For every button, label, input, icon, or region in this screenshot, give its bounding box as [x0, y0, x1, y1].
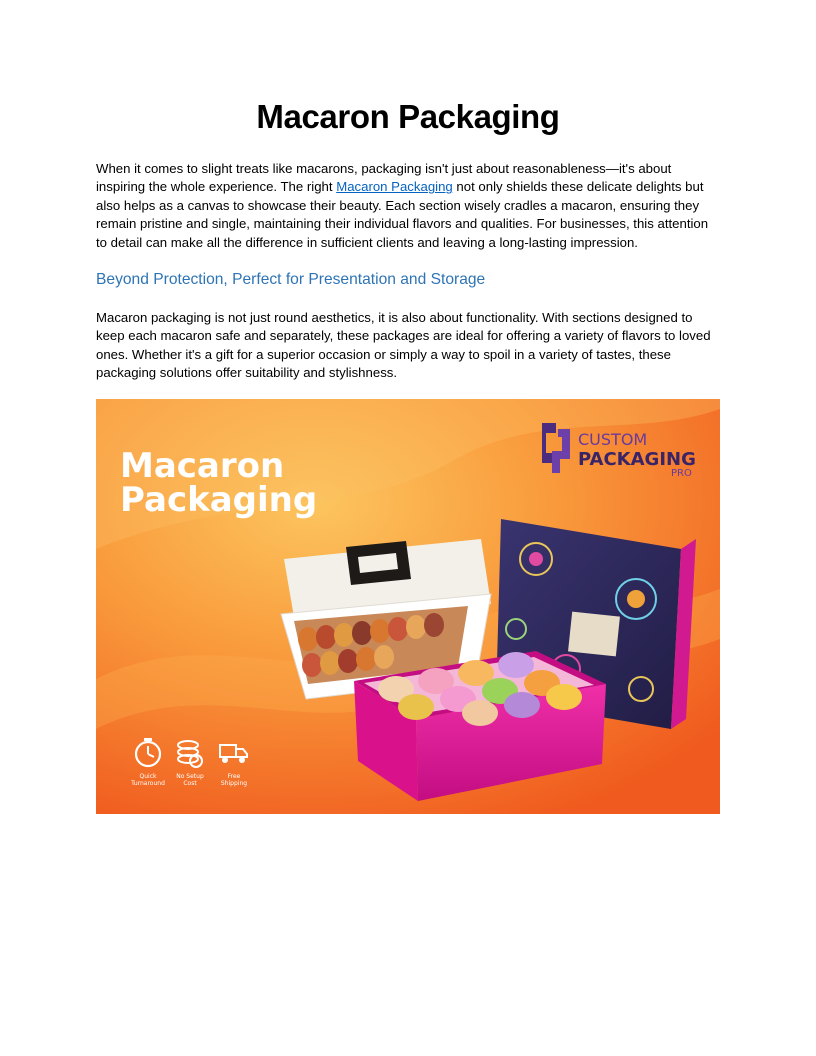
feature-label-1b: Turnaround [131, 780, 165, 787]
feature-label-1a: Quick [139, 773, 157, 780]
brand-line2: PACKAGING [578, 449, 696, 470]
page-title: Macaron Packaging [256, 98, 560, 135]
hero-image [96, 399, 720, 814]
section-paragraph: Macaron packaging is not just round aesthetics, it is also about functionality. With sections designed to keep each macaron safe and separately, these packages are ideal for offering a variety of flavors to loved ones. Whether it's a gift for a superior occasion or simply a way to spoil in a variety of tastes, these packaging solutions offer suitability and stylishness. [96, 310, 711, 381]
brand-line3: PRO [671, 468, 692, 479]
brand-line1: CUSTOM [578, 430, 648, 449]
hero-headline-line1: Macaron [120, 446, 285, 486]
feature-label-3b: Shipping [220, 780, 248, 787]
intro-text-end: not only shields these delicate delights but also helps as a canvas to showcase their beauty. Each section wisely cradles a macaron, ensuring they remain pristine and single, maintaining their individual flavors and qualities. For businesses, this attention to detail can make all the difference in sufficient clients and leaving a long-lasting impression. [96, 179, 709, 250]
hero-headline-line2: Packaging [120, 480, 318, 520]
section-heading: Beyond Protection, Perfect for Presentation and Storage [96, 271, 486, 288]
intro-text-start: When it comes to slight treats like macarons, packaging isn't just about reasonableness—it's about inspiring the whole experience. The right [96, 161, 672, 195]
feature-label-2b: Cost [183, 780, 197, 787]
macaron-packaging-link[interactable]: Macaron Packaging [336, 179, 453, 195]
feature-label-3a: Free [227, 773, 241, 780]
feature-label-2a: No Setup [176, 773, 204, 780]
intro-paragraph [96, 160, 720, 252]
